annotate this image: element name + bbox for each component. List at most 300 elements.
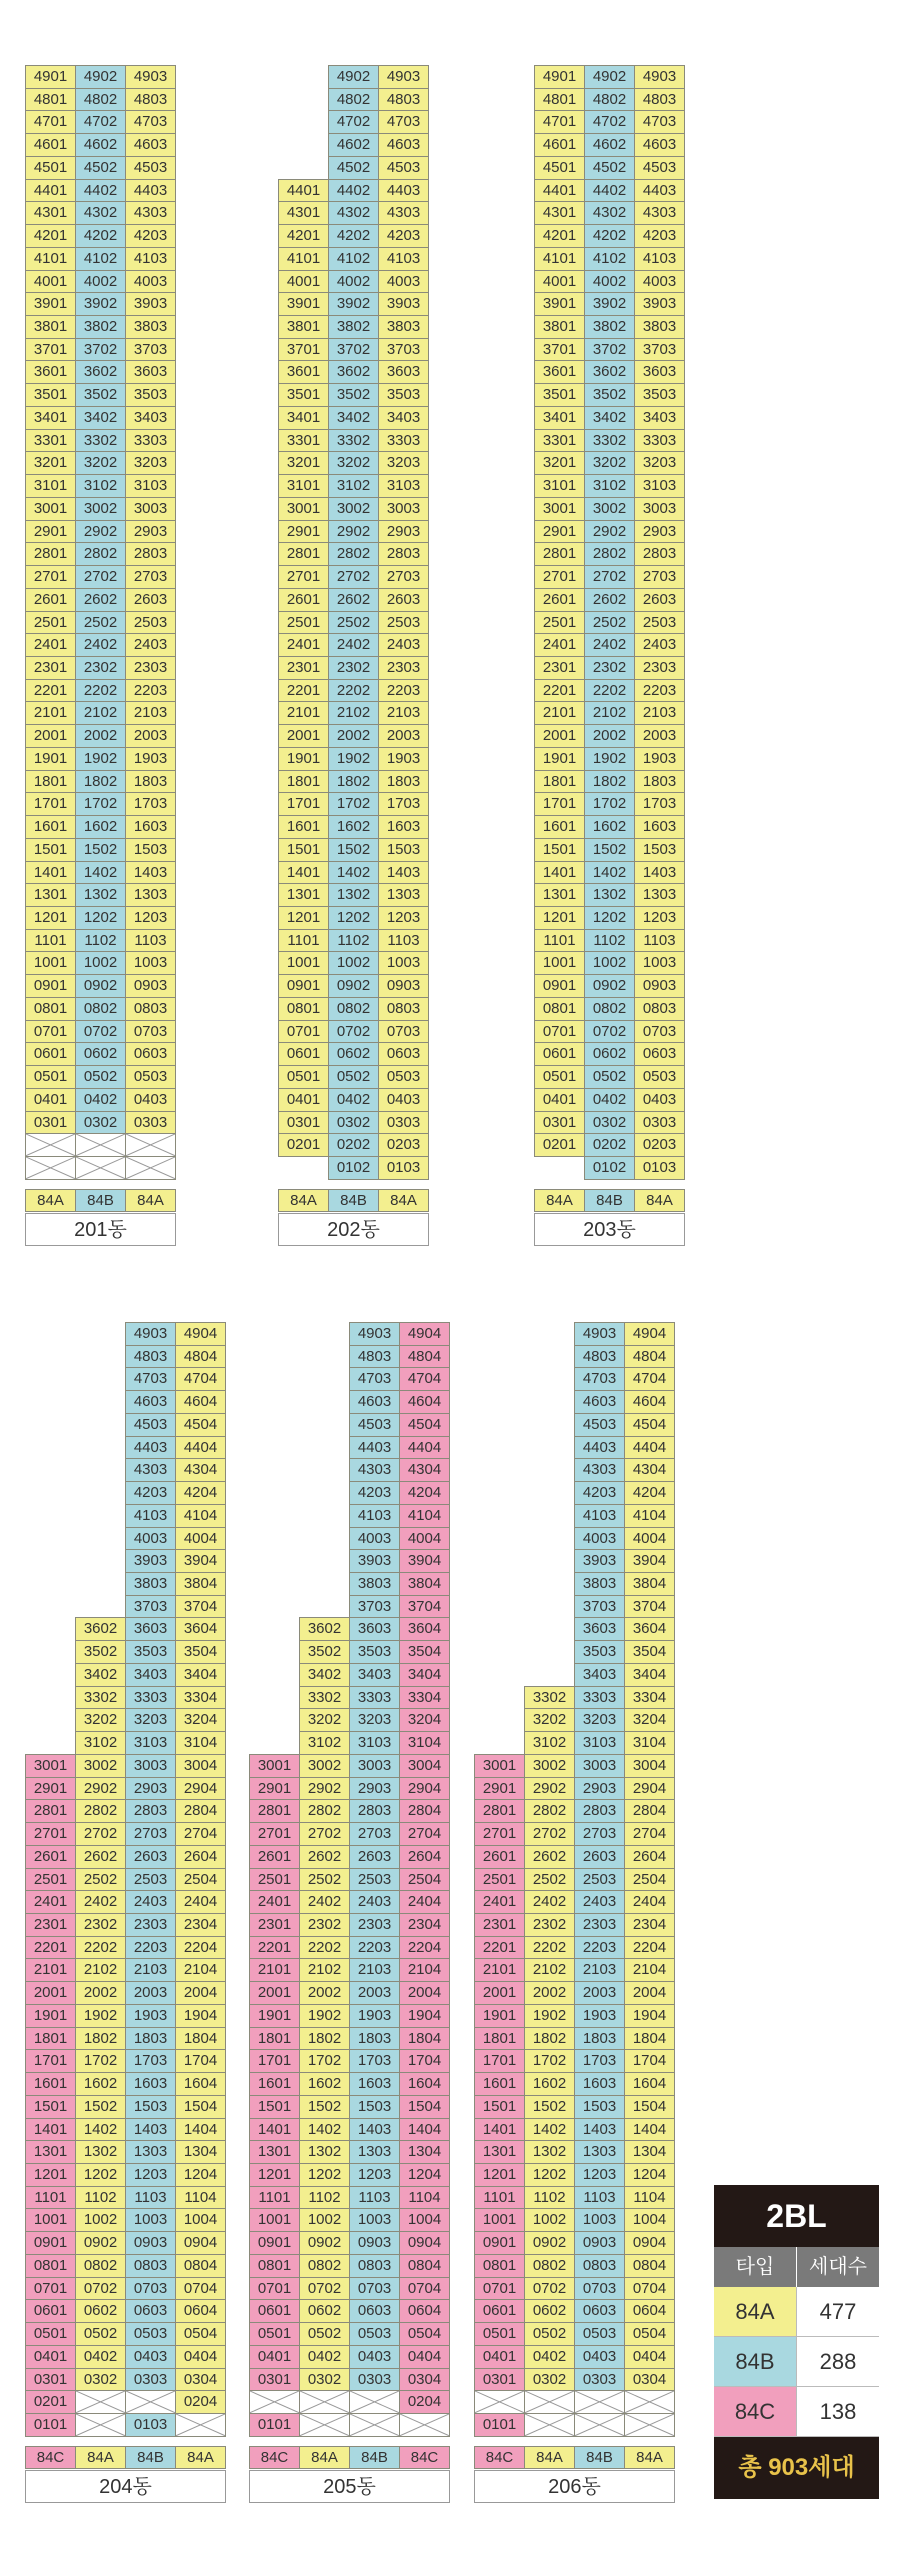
unit-cell: 2401 [249,1890,300,1914]
unit-cell: 4902 [584,65,635,89]
unit-cell: 0502 [75,2322,126,2346]
unit-cell: 2402 [75,633,126,657]
unit-cell: 2901 [25,520,76,544]
unit-cell: 0403 [574,2345,625,2369]
unit-cell: 4003 [125,1527,176,1551]
unit-cell: 3304 [624,1686,675,1710]
unit-cell: 1102 [524,2186,575,2210]
unit-cell: 1601 [278,815,329,839]
unit-cell: 4604 [624,1390,675,1414]
unit-cell: 0902 [584,974,635,998]
unit-cell: 3703 [574,1595,625,1619]
unit-cell: 1001 [278,951,329,975]
unit-cell: 3603 [574,1617,625,1641]
unit-cell: 3201 [25,451,76,475]
unit-cell: 4903 [378,65,429,89]
unit-cell: 1901 [534,747,585,771]
unit-cell: 2202 [584,679,635,703]
cross-mark-icon [26,1157,75,1179]
empty-unit-cell [125,1133,176,1157]
unit-cell: 1903 [125,747,176,771]
unit-cell: 4003 [574,1527,625,1551]
unit-cell: 2803 [125,542,176,566]
unit-cell: 0302 [75,2368,126,2392]
unit-cell: 0702 [75,2277,126,2301]
unit-cell: 2001 [25,724,76,748]
unit-cell: 3202 [75,451,126,475]
unit-cell: 2204 [624,1936,675,1960]
unit-cell: 2501 [249,1868,300,1892]
unit-cell: 4901 [25,65,76,89]
unit-cell: 1602 [328,815,379,839]
unit-cell: 4503 [634,156,685,180]
unit-cell: 3103 [574,1731,625,1755]
unit-cell: 1402 [75,861,126,885]
unit-cell: 2404 [175,1890,226,1914]
unit-cell: 4802 [584,88,635,112]
unit-cell: 1403 [349,2118,400,2142]
unit-cell: 2901 [25,1777,76,1801]
unit-cell: 2703 [125,1822,176,1846]
empty-unit-cell [75,2390,126,2414]
unit-cell: 2404 [624,1890,675,1914]
unit-cell: 3102 [584,474,635,498]
unit-cell: 2602 [524,1845,575,1869]
unit-cell: 4101 [278,247,329,271]
unit-cell: 3304 [399,1686,450,1710]
unit-cell: 3702 [584,338,635,362]
unit-cell: 0703 [125,2277,176,2301]
unit-cell: 4803 [634,88,685,112]
unit-cell: 0904 [624,2231,675,2255]
unit-cell: 0903 [378,974,429,998]
unit-cell: 4203 [378,224,429,248]
unit-cell: 3504 [624,1640,675,1664]
unit-cell: 2703 [125,565,176,589]
unit-cell: 4901 [534,65,585,89]
unit-cell: 3203 [125,451,176,475]
unit-cell: 4301 [534,201,585,225]
unit-cell: 1202 [584,906,635,930]
unit-cell: 4104 [624,1504,675,1528]
unit-cell: 1103 [349,2186,400,2210]
unit-cell: 0601 [278,1042,329,1066]
unit-cell: 0403 [634,1088,685,1112]
unit-cell: 0301 [25,2368,76,2392]
cross-mark-icon [625,2391,674,2413]
unit-cell: 1701 [25,2049,76,2073]
unit-cell: 2301 [25,656,76,680]
unit-cell: 3602 [584,360,635,384]
unit-cell: 4104 [399,1504,450,1528]
unit-cell: 3303 [125,1686,176,1710]
unit-cell: 3301 [534,429,585,453]
empty-unit-cell [399,2413,450,2437]
unit-cell: 1802 [584,770,635,794]
unit-cell: 0803 [574,2254,625,2278]
unit-cell: 2602 [75,588,126,612]
unit-cell: 1503 [125,2095,176,2119]
unit-cell: 1003 [125,951,176,975]
unit-cell: 3102 [328,474,379,498]
unit-cell: 0402 [328,1088,379,1112]
unit-cell: 0601 [474,2299,525,2323]
unit-cell: 1902 [75,2004,126,2028]
unit-cell: 3003 [378,497,429,521]
unit-cell: 0701 [534,1020,585,1044]
unit-cell: 2001 [25,1981,76,2005]
unit-cell: 2103 [125,701,176,725]
unit-cell: 2703 [574,1822,625,1846]
unit-cell: 2102 [524,1958,575,1982]
unit-cell: 4101 [25,247,76,271]
unit-cell: 3302 [584,429,635,453]
unit-cell: 1603 [634,815,685,839]
unit-cell: 4502 [328,156,379,180]
unit-cell: 3001 [278,497,329,521]
unit-cell: 1303 [634,883,685,907]
unit-cell: 1701 [278,792,329,816]
legend-header-count: 세대수 [809,2256,867,2278]
unit-cell: 1803 [574,2027,625,2051]
type-label: 84A [75,2446,126,2470]
unit-cell: 3804 [624,1572,675,1596]
unit-cell: 2801 [534,542,585,566]
unit-cell: 1103 [634,929,685,953]
unit-cell: 1103 [574,2186,625,2210]
unit-cell: 3102 [75,1731,126,1755]
unit-cell: 0901 [534,974,585,998]
unit-cell: 2102 [328,701,379,725]
unit-cell: 3002 [75,1754,126,1778]
unit-cell: 2902 [299,1777,350,1801]
unit-cell: 2601 [534,588,585,612]
unit-cell: 0403 [378,1088,429,1112]
unit-cell: 2601 [25,1845,76,1869]
unit-cell: 2804 [175,1799,226,1823]
unit-cell: 1703 [125,2049,176,2073]
type-label: 84A [175,2446,226,2470]
unit-cell: 1702 [524,2049,575,2073]
unit-cell: 3803 [125,315,176,339]
unit-cell: 1801 [25,2027,76,2051]
legend-title: 2BL [714,2185,879,2247]
unit-cell: 2603 [125,588,176,612]
unit-cell: 2503 [125,611,176,635]
unit-cell: 0904 [399,2231,450,2255]
unit-cell: 2701 [534,565,585,589]
building-name: 202동 [278,1213,429,1246]
unit-cell: 0503 [125,1065,176,1089]
unit-cell: 4403 [634,179,685,203]
unit-cell: 2001 [474,1981,525,2005]
unit-cell: 2101 [25,701,76,725]
unit-cell: 3503 [634,383,685,407]
unit-cell: 2204 [399,1936,450,1960]
type-label: 84C [25,2446,76,2470]
unit-cell: 1601 [474,2072,525,2096]
unit-cell: 0801 [278,997,329,1021]
type-label: 84C [399,2446,450,2470]
unit-cell: 0804 [175,2254,226,2278]
unit-cell: 3001 [25,497,76,521]
unit-cell: 3604 [399,1617,450,1641]
type-label: 84B [574,2446,625,2470]
unit-cell: 1902 [328,747,379,771]
unit-cell: 3502 [299,1640,350,1664]
unit-cell: 0301 [534,1111,585,1135]
unit-cell: 4804 [624,1345,675,1369]
unit-cell: 1504 [175,2095,226,2119]
unit-cell: 0602 [584,1042,635,1066]
unit-cell: 2201 [534,679,585,703]
unit-cell: 3201 [534,451,585,475]
unit-cell: 3401 [534,406,585,430]
unit-cell: 1303 [574,2140,625,2164]
unit-cell: 0603 [634,1042,685,1066]
unit-cell: 4902 [75,65,126,89]
unit-cell: 2702 [584,565,635,589]
type-label: 84B [349,2446,400,2470]
unit-cell: 2101 [474,1958,525,1982]
unit-cell: 4803 [574,1345,625,1369]
unit-cell: 1701 [25,792,76,816]
unit-cell: 0702 [584,1020,635,1044]
empty-unit-cell [349,2413,400,2437]
unit-cell: 3504 [175,1640,226,1664]
unit-cell: 1404 [399,2118,450,2142]
unit-cell: 0803 [378,997,429,1021]
unit-cell: 3102 [524,1731,575,1755]
unit-cell: 4502 [75,156,126,180]
unit-cell: 1303 [378,883,429,907]
unit-cell: 1001 [25,2208,76,2232]
unit-cell: 3602 [299,1617,350,1641]
unit-cell: 4104 [175,1504,226,1528]
unit-cell: 4503 [574,1413,625,1437]
unit-cell: 2903 [574,1777,625,1801]
unit-cell: 1003 [634,951,685,975]
unit-cell: 2304 [175,1913,226,1937]
unit-cell: 4801 [534,88,585,112]
cross-mark-icon [525,2414,574,2436]
unit-cell: 1104 [175,2186,226,2210]
unit-cell: 2401 [25,1890,76,1914]
unit-cell: 2902 [75,520,126,544]
unit-cell: 3701 [278,338,329,362]
unit-cell: 1703 [125,792,176,816]
unit-cell: 1704 [175,2049,226,2073]
unit-cell: 0501 [534,1065,585,1089]
unit-cell: 3603 [349,1617,400,1641]
cross-mark-icon [575,2391,624,2413]
unit-cell: 1501 [25,2095,76,2119]
unit-cell: 2903 [125,1777,176,1801]
unit-cell: 4103 [574,1504,625,1528]
unit-cell: 1203 [125,2163,176,2187]
unit-cell: 4904 [175,1322,226,1346]
unit-cell: 1203 [125,906,176,930]
unit-cell: 2202 [328,679,379,703]
unit-cell: 1304 [624,2140,675,2164]
unit-cell: 2002 [75,1981,126,2005]
unit-cell: 3302 [75,429,126,453]
unit-cell: 4903 [125,65,176,89]
unit-cell: 2302 [524,1913,575,1937]
unit-cell: 2902 [524,1777,575,1801]
unit-cell: 1403 [125,861,176,885]
unit-cell: 3204 [624,1708,675,1732]
unit-cell: 2001 [534,724,585,748]
unit-cell: 0604 [175,2299,226,2323]
unit-cell: 3703 [634,338,685,362]
unit-cell: 1902 [524,2004,575,2028]
unit-cell: 3601 [278,360,329,384]
cross-mark-icon [350,2414,399,2436]
unit-cell: 3001 [474,1754,525,1778]
unit-cell: 3103 [349,1731,400,1755]
unit-cell: 3102 [75,474,126,498]
unit-cell: 3202 [584,451,635,475]
empty-unit-cell [75,1156,126,1180]
unit-cell: 2502 [75,611,126,635]
empty-unit-cell [75,1133,126,1157]
unit-cell: 4403 [574,1436,625,1460]
unit-cell: 0501 [278,1065,329,1089]
unit-cell: 4303 [125,1458,176,1482]
unit-cell: 2901 [474,1777,525,1801]
unit-cell: 0501 [25,1065,76,1089]
unit-cell: 2102 [75,1958,126,1982]
unit-cell: 1704 [399,2049,450,2073]
unit-cell: 4502 [584,156,635,180]
unit-cell: 3704 [624,1595,675,1619]
unit-cell: 2402 [328,633,379,657]
unit-cell: 1101 [249,2186,300,2210]
unit-cell: 3803 [634,315,685,339]
empty-unit-cell [574,2413,625,2437]
unit-cell: 3501 [25,383,76,407]
cross-mark-icon [300,2391,349,2413]
unit-cell: 0704 [399,2277,450,2301]
unit-cell: 4001 [534,270,585,294]
unit-cell: 3304 [175,1686,226,1710]
unit-cell: 0202 [328,1133,379,1157]
unit-cell: 2402 [524,1890,575,1914]
legend-row [714,2337,879,2387]
unit-cell: 4703 [574,1367,625,1391]
unit-cell: 0503 [125,2322,176,2346]
unit-cell: 3101 [278,474,329,498]
unit-cell: 2702 [299,1822,350,1846]
unit-cell: 0204 [399,2390,450,2414]
unit-cell: 3602 [75,1617,126,1641]
unit-cell: 3204 [175,1708,226,1732]
unit-cell: 2701 [25,1822,76,1846]
unit-cell: 3402 [299,1663,350,1687]
unit-cell: 3404 [399,1663,450,1687]
unit-cell: 1402 [328,861,379,885]
unit-cell: 2303 [574,1913,625,1937]
unit-cell: 0603 [349,2299,400,2323]
unit-cell: 4403 [378,179,429,203]
unit-cell: 1902 [75,747,126,771]
unit-cell: 3903 [574,1549,625,1573]
unit-cell: 4302 [584,201,635,225]
unit-cell: 0801 [474,2254,525,2278]
unit-cell: 1103 [125,2186,176,2210]
unit-cell: 0403 [125,1088,176,1112]
unit-cell: 1401 [534,861,585,885]
unit-cell: 3401 [278,406,329,430]
unit-cell: 4602 [584,133,635,157]
unit-cell: 1202 [75,906,126,930]
unit-cell: 2304 [624,1913,675,1937]
empty-unit-cell [624,2390,675,2414]
unit-cell: 3103 [125,474,176,498]
unit-cell: 4301 [25,201,76,225]
unit-cell: 2402 [75,1890,126,1914]
unit-cell: 4501 [534,156,585,180]
unit-cell: 4403 [125,179,176,203]
unit-cell: 1801 [534,770,585,794]
unit-cell: 4703 [125,110,176,134]
unit-cell: 2004 [624,1981,675,2005]
unit-cell: 4704 [399,1367,450,1391]
unit-cell: 1404 [175,2118,226,2142]
unit-cell: 2403 [378,633,429,657]
cross-mark-icon [76,1134,125,1156]
unit-cell: 3002 [524,1754,575,1778]
unit-cell: 3502 [75,383,126,407]
unit-cell: 0704 [624,2277,675,2301]
cross-mark-icon [76,2414,125,2436]
unit-cell: 1601 [534,815,585,839]
unit-cell: 0201 [534,1133,585,1157]
unit-cell: 2301 [249,1913,300,1937]
unit-cell: 3903 [349,1549,400,1573]
unit-cell: 1602 [584,815,635,839]
empty-unit-cell [249,2390,300,2414]
unit-cell: 1002 [524,2208,575,2232]
unit-cell: 3902 [584,292,635,316]
unit-cell: 2302 [299,1913,350,1937]
unit-cell: 3603 [634,360,685,384]
unit-cell: 2102 [299,1958,350,1982]
unit-cell: 2604 [175,1845,226,1869]
unit-cell: 0303 [125,2368,176,2392]
unit-cell: 2502 [584,611,635,635]
unit-cell: 4403 [349,1436,400,1460]
unit-cell: 0504 [175,2322,226,2346]
unit-cell: 0902 [75,2231,126,2255]
unit-cell: 2401 [25,633,76,657]
unit-cell: 0504 [624,2322,675,2346]
unit-cell: 4701 [534,110,585,134]
unit-cell: 3004 [399,1754,450,1778]
unit-cell: 2702 [328,565,379,589]
unit-cell: 0701 [278,1020,329,1044]
empty-unit-cell [624,2413,675,2437]
unit-cell: 4601 [25,133,76,157]
unit-cell: 2501 [474,1868,525,1892]
unit-cell: 2503 [378,611,429,635]
unit-cell: 3002 [299,1754,350,1778]
unit-cell: 4503 [349,1413,400,1437]
empty-unit-cell [349,2390,400,2414]
unit-cell: 4704 [175,1367,226,1391]
unit-cell: 3001 [249,1754,300,1778]
